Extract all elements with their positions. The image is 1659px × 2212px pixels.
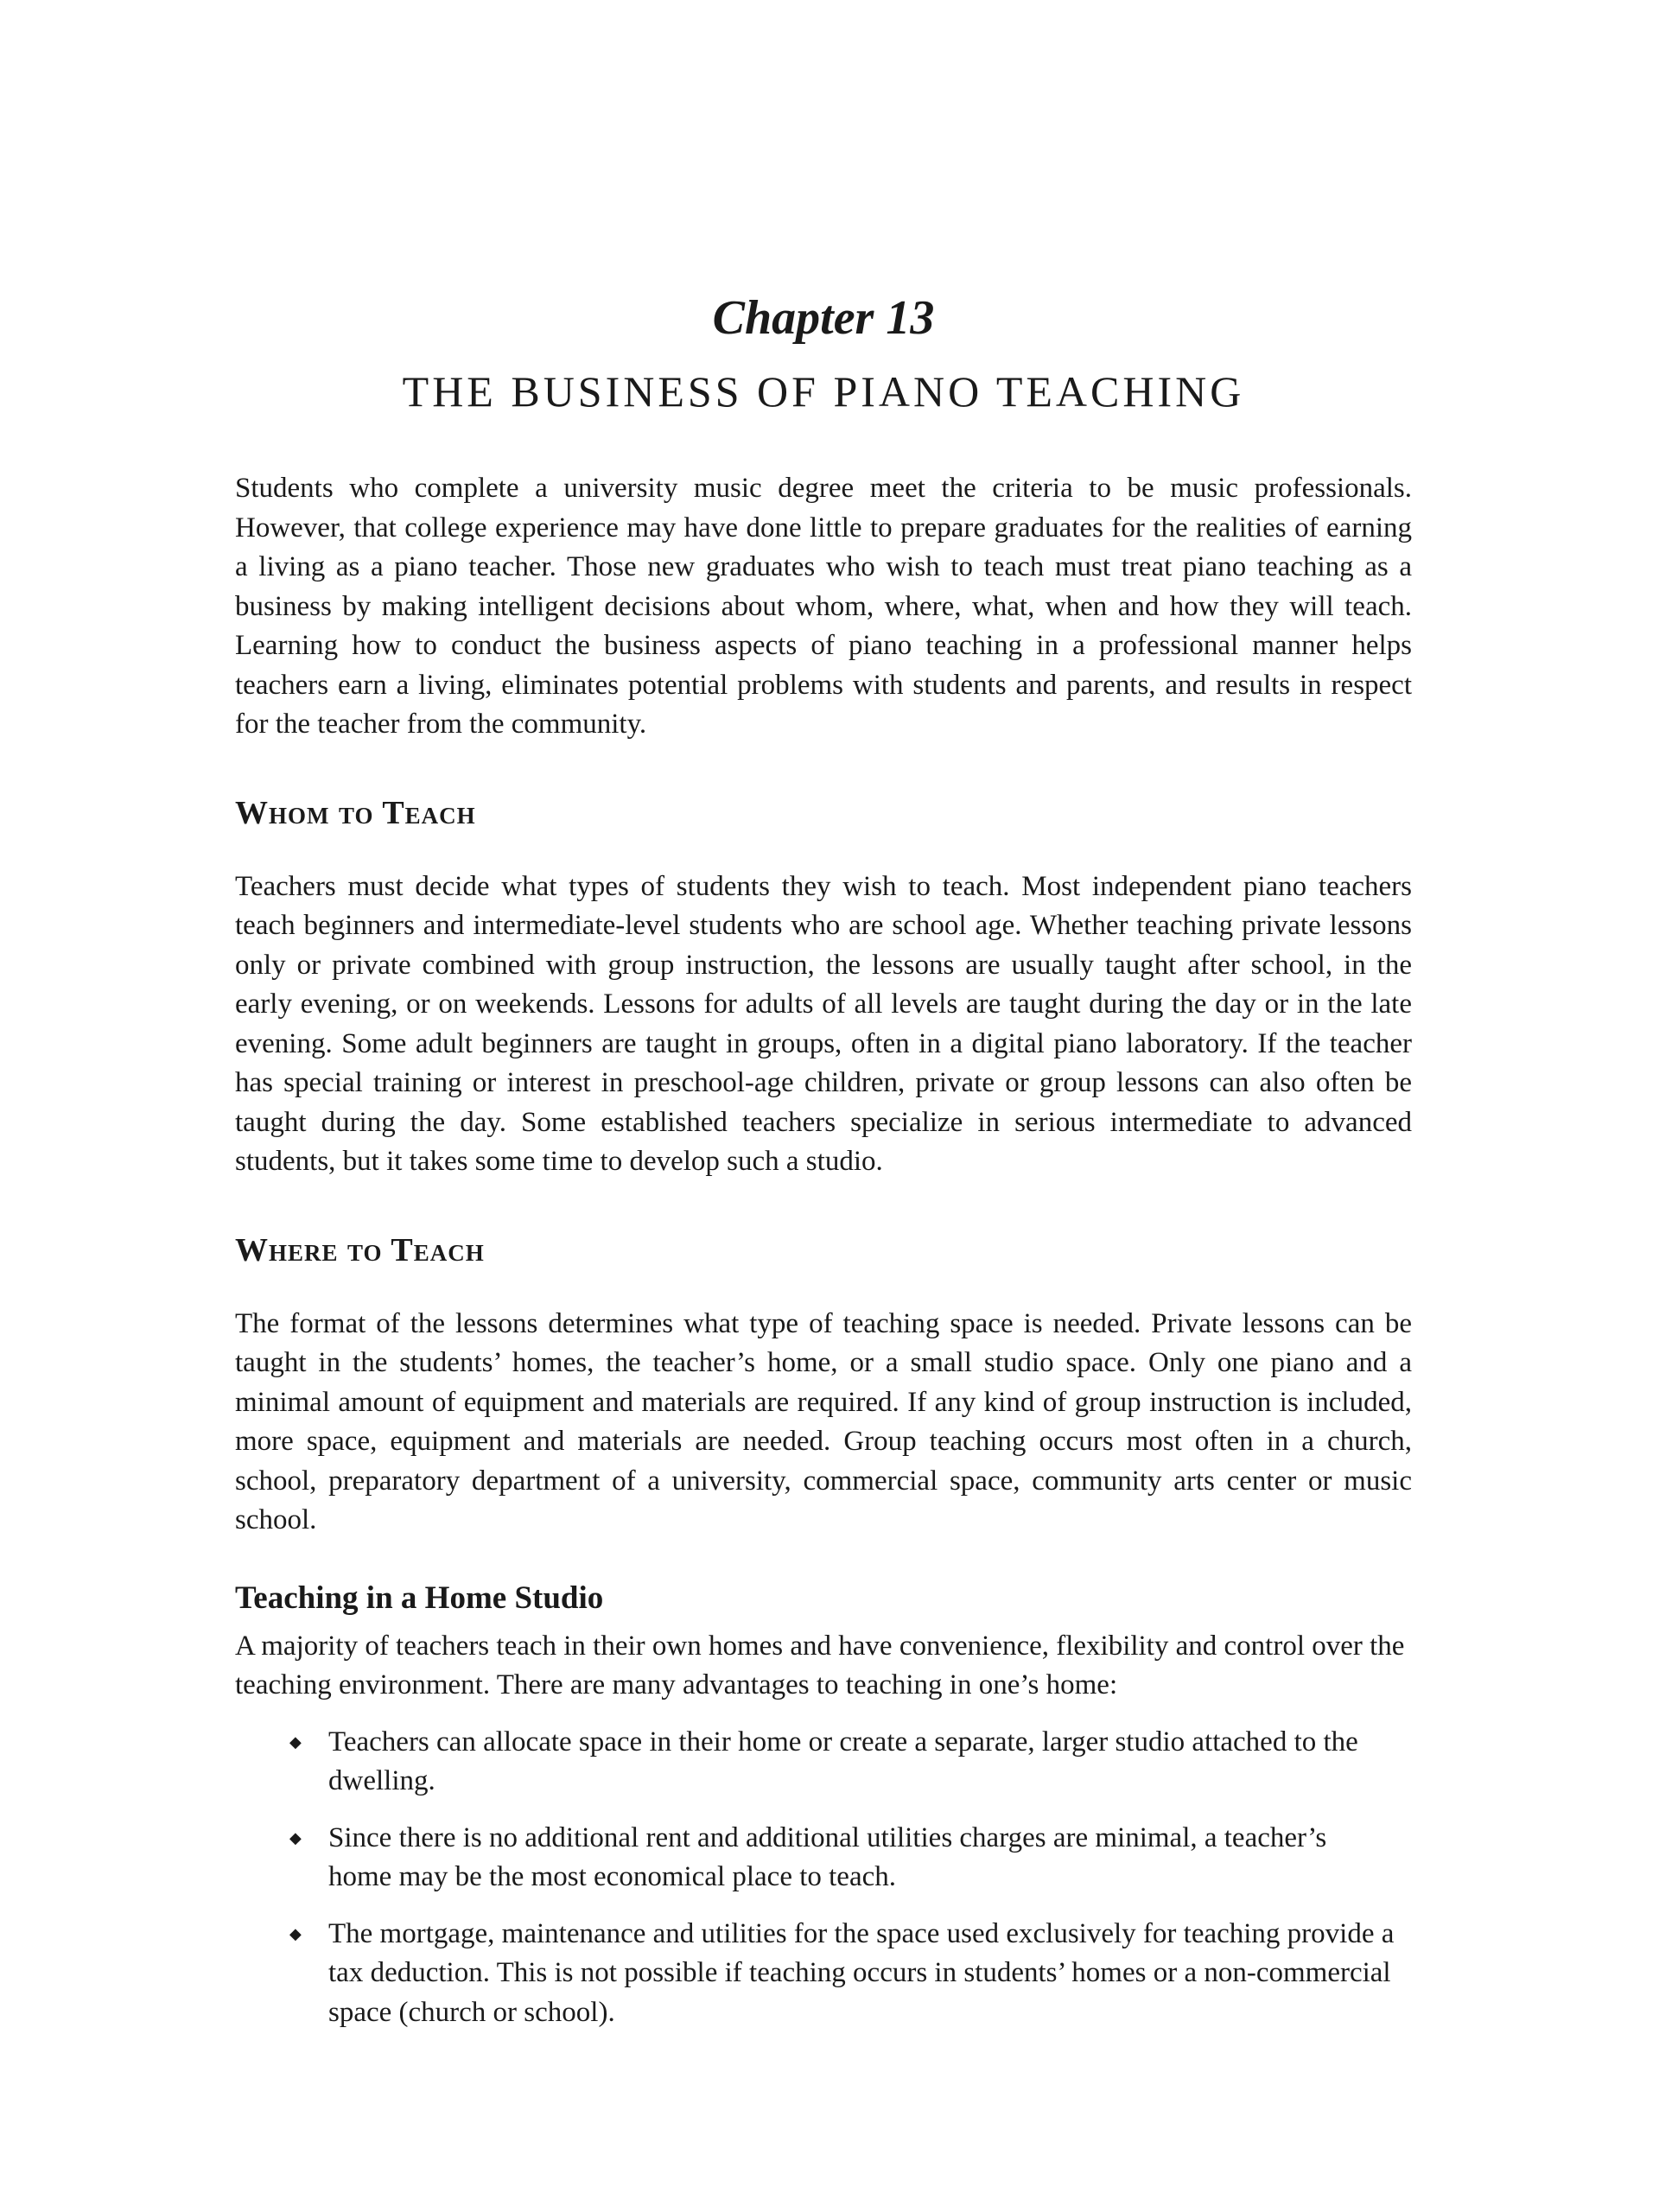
chapter-title: THE BUSINESS OF PIANO TEACHING: [402, 367, 1245, 416]
list-item-text: Since there is no additional rent and additional utilities charges are minimal, a teacher’s home may be the most economical place to teach.: [328, 1821, 1327, 1892]
advantages-list: [235, 1723, 1412, 2033]
chapter-label: Chapter 13: [712, 291, 935, 345]
list-item: [289, 1915, 1412, 2033]
section-body-where-to-teach: The format of the lessons determines what type of teaching space is needed. Private lessons can be taught in the students’ homes, the teacher’s home, or a small studio space. Only one piano and a minimal amount of equipment and materials are required. If any kind of group instruction is included, more space, equipment and materials are needed. Group teaching occurs most often in a church, school, preparatory department of a university, commercial space, community arts center or music school.: [235, 1307, 1412, 1535]
section-body-whom-to-teach: Teachers must decide what types of students they wish to teach. Most independent piano teachers teach beginners and intermediate-level students who are school age. Whether teaching private lessons only or private combined with group instruction, the lessons are usually taught after school, in the early evening, or on weekends. Lessons for adults of all levels are taught during the day or in the late evening. Some adult beginners are taught in groups, often in a digital piano laboratory. If the teacher has special training or interest in preschool-age children, private or group lessons can also often be taught during the day. Some established teachers specialize in serious intermediate to advanced students, but it takes some time to develop such a studio.: [235, 870, 1412, 1177]
diamond-bullet-icon: ◆: [289, 1732, 302, 1751]
list-item-text: The mortgage, maintenance and utilities for the space used exclusively for teaching provide a tax deduction. This is not possible if teaching occurs in students’ homes or a non-commercial space (church or school).: [328, 1917, 1395, 2028]
list-item-text: Teachers can allocate space in their home or create a separate, larger studio attached to the dwelling.: [328, 1726, 1358, 1796]
intro-paragraph: Students who complete a university music degree meet the criteria to be music professionals. However, that college experience may have done little to prepare graduates for the realities of earning a living as a piano teacher. Those new graduates who wish to teach must treat piano teaching as a business by making intelligent decisions about whom, where, what, when and how they will teach. Learning how to conduct the business aspects of piano teaching in a professional manner helps teachers earn a living, eliminates potential problems with students and parents, and results in respect for the teacher from the community.: [235, 473, 1412, 740]
subsection-body-home-studio: A majority of teachers teach in their own homes and have convenience, flexibility and control over the teaching environment. There are many advantages to teaching in one’s home:: [235, 1630, 1405, 1700]
diamond-bullet-icon: ◆: [289, 1828, 302, 1847]
diamond-bullet-icon: ◆: [289, 1924, 302, 1942]
subsection-heading-home-studio: Teaching in a Home Studio: [235, 1580, 604, 1616]
book-page: [235, 291, 1412, 2050]
section-heading-where-to-teach: Where to Teach: [235, 1231, 485, 1268]
list-item: [289, 1819, 1412, 1897]
section-heading-whom-to-teach: Whom to Teach: [235, 794, 476, 831]
list-item: [289, 1723, 1412, 1802]
